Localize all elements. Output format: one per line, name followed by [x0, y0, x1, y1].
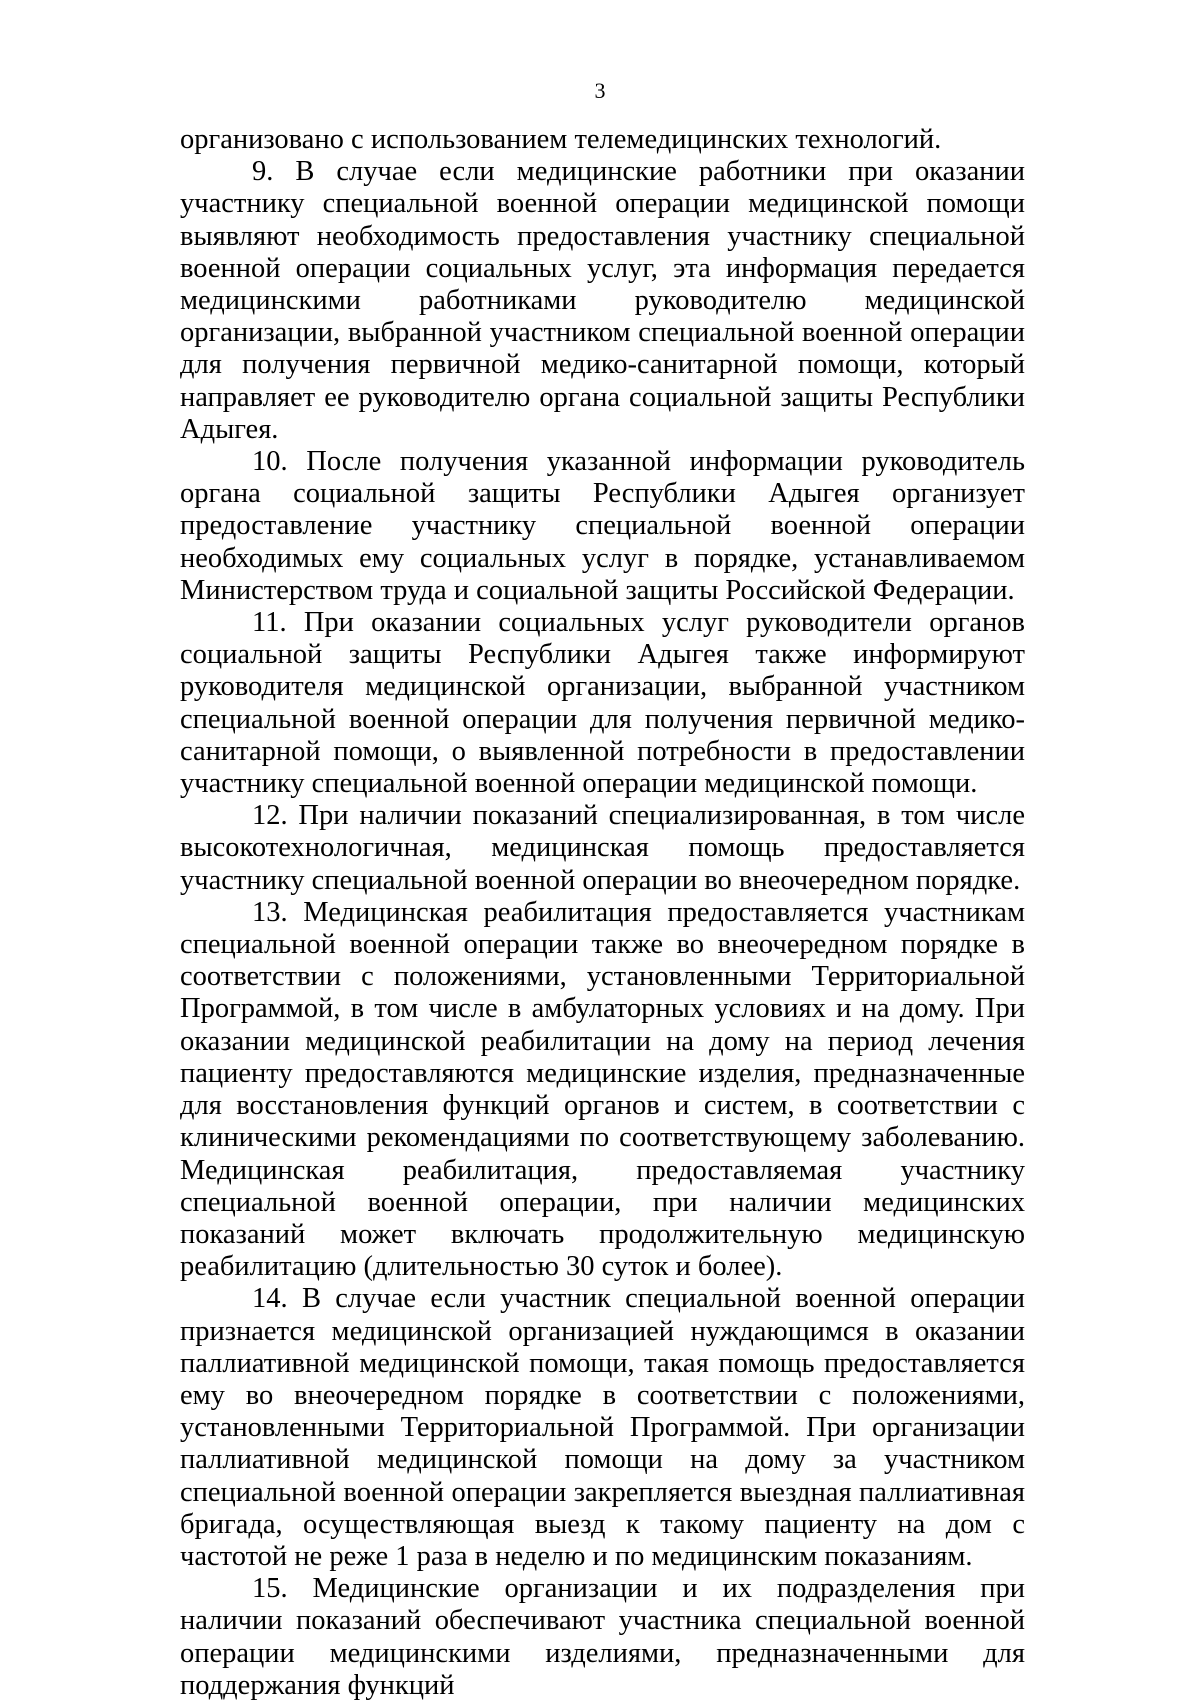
paragraph-item-14: 14. В случае если участник специальной военной операции признается медицинской организацией нуждающимся в оказании паллиативной медицинской помощи, такая помощь предоставляется ему во внеочередном порядке в соответствии с положениями, установленными Территориальной Программой. При организации паллиативной медицинской помощи на дому за участником специальной военной операции закрепляется выездная паллиативная бригада, осуществляющая выезд к такому пациенту на дом с частотой не реже 1 раза в неделю и по медицинским показаниям.: [180, 1283, 1025, 1572]
page-number: 3: [594, 78, 606, 103]
paragraph-item-10: 10. После получения указанной информации руководитель органа социальной защиты Республики Адыгея организует предоставление участнику специальной военной операции необходимых ему социальных услуг в порядке, устанавливаемом Министерством труда и социальной защиты Российской Федерации.: [180, 446, 1025, 606]
paragraph-continuation: организовано с использованием телемедицинских технологий.: [180, 124, 942, 155]
paragraph-item-9: 9. В случае если медицинские работники при оказании участнику специальной военной операции медицинской помощи выявляют необходимость предоставления участнику специальной военной операции социальных услуг, эта информация передается медицинскими работниками руководителю медицинской организации, выбранной участником специальной военной операции для получения первичной медико-санитарной помощи, который направляет ее руководителю органа социальной защиты Республики Адыгея.: [180, 156, 1025, 445]
paragraph-item-15: 15. Медицинские организации и их подразделения при наличии показаний обеспечивают участника специальной военной операции медицинскими изделиями, предназначенными для поддержания функций: [180, 1573, 1025, 1701]
paragraph-item-12: 12. При наличии показаний специализированная, в том числе высокотехнологичная, медицинская помощь предоставляется участнику специальной военной операции во внеочередном порядке.: [180, 800, 1025, 896]
paragraph-item-11: 11. При оказании социальных услуг руководители органов социальной защиты Республики Адыгея также информируют руководителя медицинской организации, выбранной участником специальной военной операции для получения первичной медико-санитарной помощи, о выявленной потребности в предоставлении участнику специальной военной операции медицинской помощи.: [180, 607, 1025, 800]
paragraph-item-13: 13. Медицинская реабилитация предоставляется участникам специальной военной операции также во внеочередном порядке в соответствии с положениями, установленными Территориальной Программой, в том числе в амбулаторных условиях и на дому. При оказании медицинской реабилитации на дому на период лечения пациенту предоставляются медицинские изделия, предназначенные для восстановления функций органов и систем, в соответствии с клиническими рекомендациями по соответствующему заболеванию. Медицинская реабилитация, предоставляемая участнику специальной военной операции, при наличии медицинских показаний может включать продолжительную медицинскую реабилитацию (длительностью 30 суток и более).: [180, 896, 1025, 1283]
document-body: [180, 124, 1025, 1702]
